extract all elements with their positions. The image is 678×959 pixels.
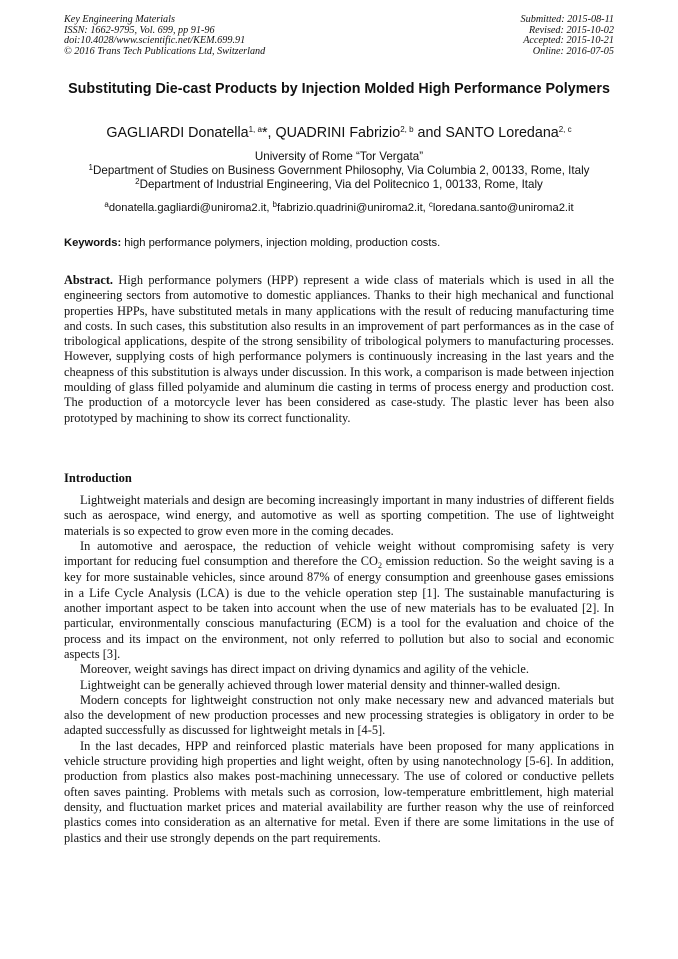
keywords [64,236,624,250]
email-address: fabrizio.quadrini@uniroma2.it, [277,202,429,214]
journal-header-left [64,15,265,57]
journal-name: Key Engineering Materials [64,14,175,25]
paragraph [64,539,614,662]
email-marker: b [272,200,277,209]
revised-date: Revised: 2015-10-02 [528,24,614,36]
affiliation-text: Department of Studies on Business Government Philosophy, Via Columbia 2, 00133, Rome, Italy [93,164,590,177]
online-date: Online: 2016-07-05 [532,45,614,57]
email-address: loredana.santo@uniroma2.it [432,202,574,214]
email-marker: c [428,200,433,209]
author-name: GAGLIARDI Donatella [106,125,249,141]
abstract [64,273,614,426]
introduction-body [64,493,614,846]
paragraph-text: In automotive and aerospace, the reduction of vehicle weight without compromising safety is very important for reducing fuel consumption and therefore the CO [64,538,614,569]
paragraph-text: emission reduction. So the weight saving is a key for more sustainable vehicles, since around 87% of energy consumption and greenhouse gases emissions in a Life Cycle Analysis (LCA) is due to the vehicle operation step [1]. The sustainable manufacturing is another important aspect to be taken into account when the use of new materials has to be evaluated [2]. In particular, environmentally conscious manufacturing (ECM) is a tool for the evaluation and choice of the process and its impact on the environment, not only referred to pollution but also to social and economic aspects [3]. [64,554,614,661]
author-affil-marker: 2, c [558,125,572,134]
paragraph: Moreover, weight savings has direct impact on driving dynamics and agility of the vehicle. [80,662,529,677]
subscript: 2 [377,561,382,571]
affiliation-1 [40,164,638,178]
journal-header-right [521,15,614,57]
author-list [60,124,618,142]
author-affil-marker: 2, b [400,125,414,134]
email-address: donatella.gagliardi@uniroma2.it, [108,202,273,214]
author-name: QUADRINI Fabrizio [275,125,401,141]
abstract-text: High performance polymers (HPP) represent a wide class of materials which is used in all the engineering sectors from automotive to domestic appliances. Thanks to their high mechanical and functional properties HPPs, have substituted metals in many applications with the result of reducing manufacturing time and costs. In such cases, this substitution also results in an improvement of part performances as in the case of tribological applications, despite of the strong sensibility of tribological polymers to manufacturing processes. However, supplying costs of high performance polymers is continuously increasing in the last years and the cheapness of this substitution is always under discussion. In this work, a comparison is made between injection moulding of glass filled polyamide and aluminum die casting in terms of process energy and production cost. The production of a motorcycle lever has been considered as case-study. The plastic lever has been also prototyped by machining to show its correct functionality. [64,273,614,425]
paragraph: Lightweight can be generally achieved through lower material density and thinner-walled design. [80,677,561,692]
section-heading-introduction: Introduction [64,471,132,485]
accepted-date: Accepted: 2015-10-21 [523,35,614,47]
affiliation-2 [40,178,638,192]
copyright-line: © 2016 Trans Tech Publications Ltd, Switzerland [64,45,266,57]
affiliation-marker: 1 [88,163,93,172]
email-marker: a [104,200,109,209]
author-affil-marker: 1, a [248,125,262,134]
issn-line: ISSN: 1662-9795, Vol. 699, pp 91-96 [64,24,215,36]
abstract-label: Abstract. [64,273,114,287]
paper-title: Substituting Die-cast Products by Injection Molded High Performance Polymers [68,81,610,97]
doi-line: doi:10.4028/www.scientific.net/KEM.699.91 [64,35,246,47]
paragraph: Lightweight materials and design are becoming increasingly important in many industries of different fields such as aerospace, wind energy, and automotive as well as sporting competition. The use of lightweight materials is so expected to grow even more in the coming decades. [64,493,614,538]
keywords-text: high performance polymers, injection molding, production costs. [121,237,441,249]
keywords-label: Keywords: [64,237,122,249]
email-line [40,201,638,215]
affiliation-text: Department of Industrial Engineering, Via del Politecnico 1, 00133, Rome, Italy [139,178,543,191]
affiliation-marker: 2 [135,177,140,186]
university-line: University of Rome “Tor Vergata” [254,150,424,163]
author-separator: *, [261,125,276,141]
paragraph: In the last decades, HPP and reinforced plastic materials have been proposed for many applications in vehicle structure providing high properties and light weight, often by using nanotechnology [5-6]. In addition, production from plastics also makes post-machining unnecessary. The use of colored or conductive pellets often saves painting. Problems with metals such as corrosion, low-temperature embrittlement, high material density, and fluctuation market prices and material availability are further reason why the use of reinforced plastics comes into consideration as an alternative for metal. Even if there are some limitations in the use of plastics and their use strongly depends on the part requirements. [64,738,614,845]
author-name: SANTO Loredana [445,125,559,141]
author-separator: and [413,125,446,141]
paragraph: Modern concepts for lightweight construction not only make necessary new and advanced materials but also the development of new production processes and new processing strategies is obligatory in order to be adapted successfully as discussed for lightweight metals in [4-5]. [64,692,614,738]
submitted-date: Submitted: 2015-08-11 [520,14,614,25]
